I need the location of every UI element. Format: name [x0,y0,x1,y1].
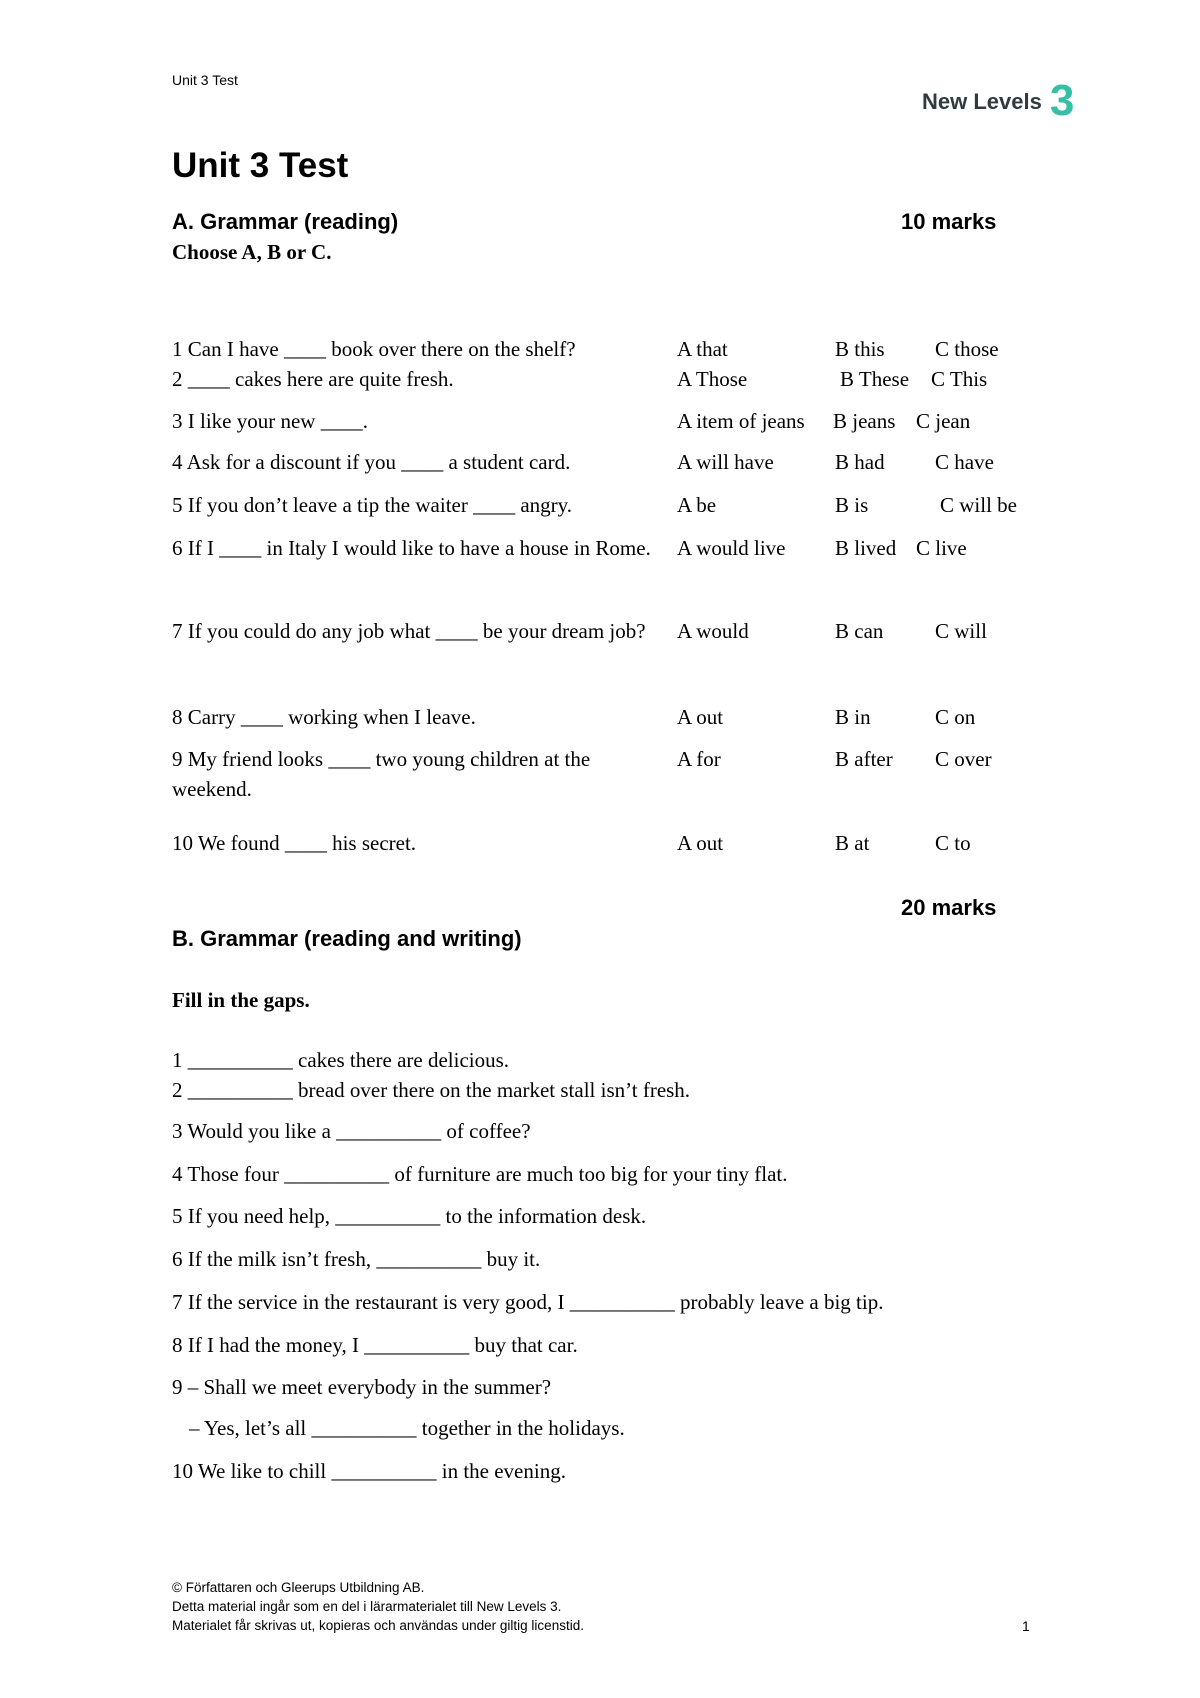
question-1-option-c: C those [935,337,999,361]
question-10-text: 10 We found ____ his secret. [172,831,417,855]
question-6-option-c: C live [916,536,967,560]
page-number: 1 [1022,1618,1030,1634]
question-10-option-c: C to [935,831,971,855]
question-9-option-c: C over [935,747,992,771]
question-8-option-b: B in [835,705,871,729]
gap-item-3: 3 Would you like a __________ of coffee? [172,1119,531,1143]
question-6-option-a: A would live [677,536,786,560]
footer-material-note: Detta material ingår som en del i lärarmaterialet till New Levels 3. [172,1599,562,1614]
gap-item-8: 8 If I had the money, I __________ buy that car. [172,1333,578,1357]
gap-item-10: 10 We like to chill __________ in the evening. [172,1459,566,1483]
question-4-option-b: B had [835,450,885,474]
question-10-option-a: A out [677,831,724,855]
question-7-option-a: A would [677,619,749,643]
question-10-option-b: B at [835,831,870,855]
question-1-option-a: A that [677,337,728,361]
gap-item-1: 1 __________ cakes there are delicious. [172,1048,510,1072]
question-5-option-c: C will be [940,493,1017,517]
new-levels-logo [922,76,1074,126]
question-8-option-a: A out [677,705,724,729]
page-title: Unit 3 Test [172,146,349,185]
question-5-option-b: B is [835,493,869,517]
question-4-option-c: C have [935,450,994,474]
question-3-option-a: A item of jeans [677,409,805,433]
gap-item-9-answer: – Yes, let’s all __________ together in the holidays. [189,1416,625,1440]
footer-license-note: Materialet får skrivas ut, kopieras och användas under giltig licenstid. [172,1618,584,1633]
logo-number: 3 [1049,76,1075,125]
question-6-option-b: B lived [835,536,897,560]
question-7-text: 7 If you could do any job what ____ be your dream job? [172,619,646,643]
question-4-text: 4 Ask for a discount if you ____ a student card. [172,450,571,474]
question-7-option-b: B can [835,619,884,643]
footer-copyright: © Författaren och Gleerups Utbildning AB. [172,1580,425,1595]
question-9-option-b: B after [835,747,893,771]
logo-text: New Levels [922,89,1042,114]
question-1-option-b: B this [835,337,885,361]
gap-item-7: 7 If the service in the restaurant is very good, I __________ probably leave a big tip. [172,1290,884,1314]
question-8-option-c: C on [935,705,976,729]
gap-item-4: 4 Those four __________ of furniture are much too big for your tiny flat. [172,1162,788,1186]
question-2-option-c: C This [931,367,988,391]
section-a-marks: 10 marks [901,209,997,234]
section-a-instruction: Choose A, B or C. [172,240,332,264]
question-3-option-b: B jeans [833,409,896,433]
gap-item-6: 6 If the milk isn’t fresh, __________ buy it. [172,1247,541,1271]
question-2-option-b: B These [840,367,910,391]
question-2-option-a: A Those [677,367,748,391]
question-8-text: 8 Carry ____ working when I leave. [172,705,476,729]
section-b-marks: 20 marks [901,895,997,920]
question-3-text: 3 I like your new ____. [172,409,368,433]
question-6-text: 6 If I ____ in Italy I would like to have a house in Rome. [172,536,651,560]
section-a-heading: A. Grammar (reading) [172,209,399,234]
gap-item-5: 5 If you need help, __________ to the information desk. [172,1204,647,1228]
question-1-text: 1 Can I have ____ book over there on the shelf? [172,337,576,361]
question-7-option-c: C will [935,619,987,643]
question-5-text: 5 If you don’t leave a tip the waiter ____ angry. [172,493,573,517]
header-doc-label: Unit 3 Test [172,72,238,88]
question-4-option-a: A will have [677,450,774,474]
question-9-option-a: A for [677,747,721,771]
section-b-instruction: Fill in the gaps. [172,988,310,1012]
question-5-option-a: A be [677,493,717,517]
gap-item-2: 2 __________ bread over there on the market stall isn’t fresh. [172,1078,691,1102]
section-b-heading: B. Grammar (reading and writing) [172,926,522,951]
question-2-text: 2 ____ cakes here are quite fresh. [172,367,454,391]
gap-item-9-question: 9 – Shall we meet everybody in the summer? [172,1375,552,1399]
question-3-option-c: C jean [916,409,971,433]
question-9-text: 9 My friend looks ____ two young children at the weekend. [172,747,591,801]
